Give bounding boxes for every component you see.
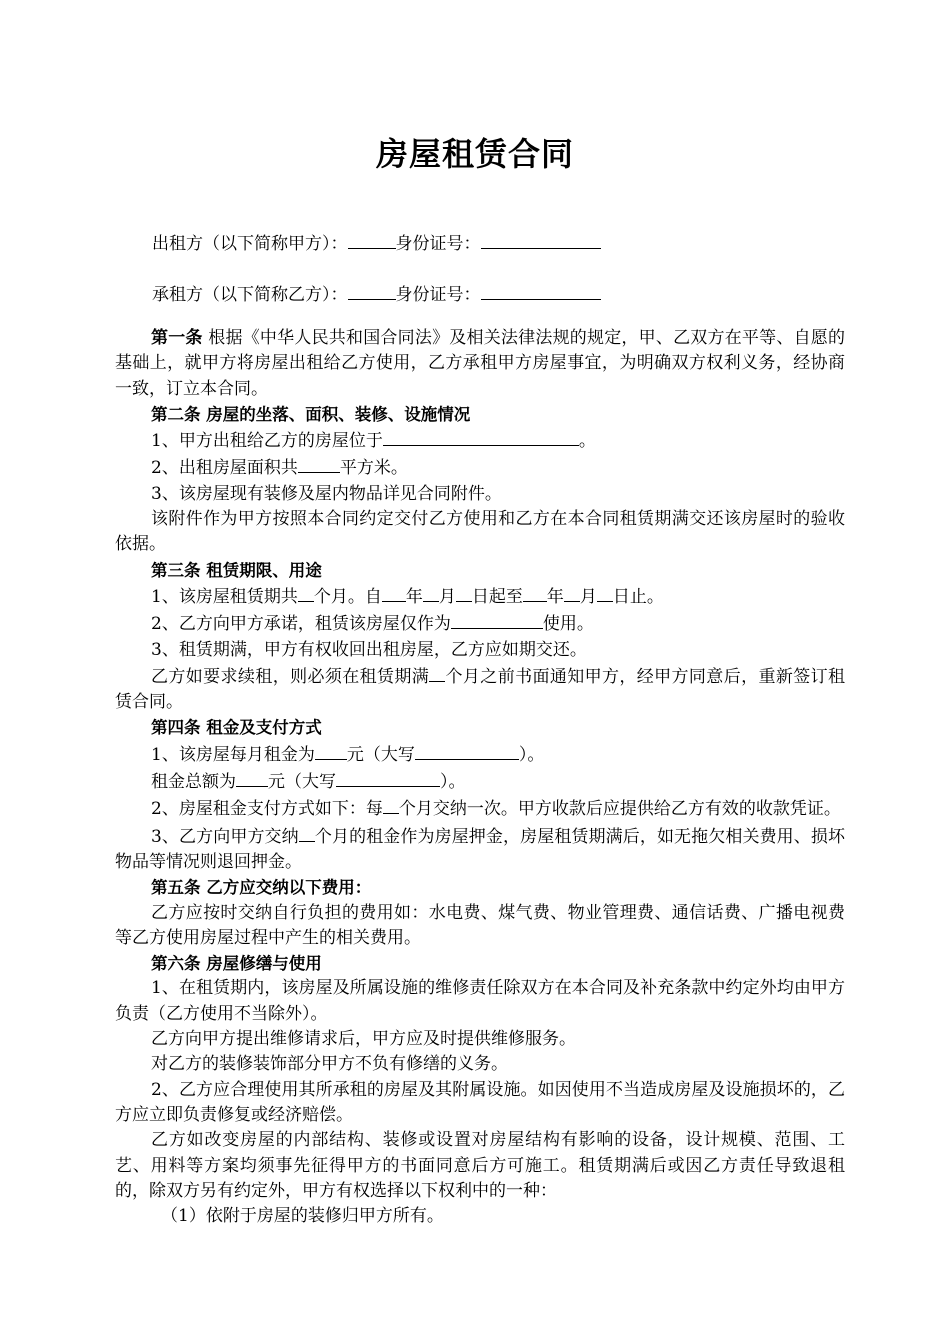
lessee-id-label: 身份证号： (395, 285, 481, 305)
usage-blank[interactable] (451, 610, 543, 629)
article-6-item-2: 乙方向甲方提出维修请求后，甲方应及时提供维修服务。 (151, 1029, 576, 1050)
article-2-item-2-end: 平方米。 (339, 458, 408, 479)
start-year-blank[interactable] (382, 583, 406, 602)
monthly-rent-end: ）。 (518, 744, 545, 765)
payment-end: 个月交纳一次。甲方收款后应提供给乙方有效的收款凭证。 (398, 799, 841, 820)
end-month-blank[interactable] (564, 583, 580, 602)
term-months-blank[interactable] (298, 583, 314, 602)
article-6-item-3: 对乙方的装修装饰部分甲方不负有修缮的义务。 (151, 1054, 508, 1075)
area-blank[interactable] (298, 454, 340, 473)
article-4-item-1 (115, 741, 845, 768)
article-1-text: 根据《中华人民共和国合同法》及相关法律法规的规定，甲、乙双方在平等、自愿的基础上，就甲方将房屋出租给乙方使用，乙方承租甲方房屋事宜，为明确双方权利义务，经协商一致，订立本合同。 (115, 328, 846, 399)
article-3-item-4 (115, 663, 845, 716)
article-5-item-1: 乙方应按时交纳自行负担的费用如：水电费、煤气费、物业管理费、通信话费、广播电视费等乙方使用房屋过程中产生的相关费用。 (115, 902, 845, 948)
payment-text: 2、房屋租金支付方式如下：每 (151, 799, 383, 820)
article-4-item-4 (115, 823, 845, 876)
term-text-1: 1、该房屋租赁期共 (151, 586, 298, 607)
term-text-4: 月 (438, 586, 456, 607)
monthly-rent-unit: 元（大写 (346, 744, 415, 765)
article-2-heading: 第二条 房屋的坐落、面积、装修、设施情况 (151, 404, 471, 424)
article-2-item-1-end: 。 (578, 431, 596, 452)
term-text-7: 月 (579, 586, 597, 607)
monthly-rent-blank[interactable] (315, 741, 347, 760)
term-text-2: 个月。自 (313, 586, 382, 607)
lessor-id-label: 身份证号： (395, 234, 481, 254)
article-2-item-2 (115, 454, 845, 481)
article-2-item-2-text: 2、出租房屋面积共 (151, 458, 298, 479)
payment-interval-blank[interactable] (383, 795, 399, 814)
lessor-name-blank[interactable] (348, 230, 396, 249)
total-rent-text: 租金总额为 (151, 772, 236, 793)
article-4-heading: 第四条 租金及支付方式 (151, 718, 322, 738)
article-3-item-2 (115, 610, 845, 637)
deposit-months-blank[interactable] (299, 823, 315, 842)
article-2-item-1 (115, 427, 845, 454)
contract-body (115, 326, 845, 1229)
article-6-heading: 第六条 房屋修缮与使用 (151, 954, 322, 974)
article-6-item-6: （1）依附于房屋的装修归甲方所有。 (161, 1206, 444, 1227)
address-blank[interactable] (383, 427, 579, 446)
article-3-item-2-end: 使用。 (542, 614, 594, 635)
article-2-item-4: 该附件作为甲方按照本合同约定交付乙方使用和乙方在本合同租赁期满交还该房屋时的验收依据。 (115, 509, 845, 555)
lessee-name-blank[interactable] (348, 281, 396, 300)
article-3-item-4-text: 乙方如要求续租，则必须在租赁期满 (151, 666, 430, 687)
article-6-item-5: 乙方如改变房屋的内部结构、装修或设置对房屋结构有影响的设备，设计规模、范围、工艺、用料等方案均须事先征得甲方的书面同意后方可施工。租赁期满后或因乙方责任导致退租的，除双方另有约定外，甲方有权选择以下权利中的一种： (115, 1130, 845, 1201)
article-6-item-1: 1、在租赁期内，该房屋及所属设施的维修责任除双方在本合同及补充条款中约定外均由甲方负责（乙方使用不当除外）。 (115, 978, 845, 1024)
total-rent-words-blank[interactable] (336, 768, 440, 787)
article-4-item-2 (115, 768, 845, 795)
article-2-item-1-text: 1、甲方出租给乙方的房屋位于 (151, 431, 383, 452)
article-3-item-1 (115, 583, 845, 610)
article-1-heading: 第一条 (151, 328, 203, 348)
deposit-text: 3、乙方向甲方交纳 (151, 826, 299, 847)
total-rent-unit: 元（大写 (268, 772, 336, 793)
article-1 (115, 326, 845, 402)
lessor-label: 出租方（以下简称甲方）： (152, 234, 348, 254)
document-title: 房屋租赁合同 (375, 135, 574, 173)
article-3-item-3: 3、租赁期满，甲方有权收回出租房屋，乙方应如期交还。 (151, 639, 587, 660)
article-3-item-2-text: 2、乙方向甲方承诺，租赁该房屋仅作为 (151, 614, 451, 635)
term-text-3: 年 (405, 586, 423, 607)
end-year-blank[interactable] (523, 583, 547, 602)
renewal-notice-blank[interactable] (429, 663, 445, 682)
start-day-blank[interactable] (456, 583, 472, 602)
article-6-item-4: 2、乙方应合理使用其所承租的房屋及其附属设施。如因使用不当造成房屋及设施损坏的，乙方应立即负责修复或经济赔偿。 (115, 1079, 845, 1125)
term-text-5: 日起至 (471, 586, 523, 607)
term-text-6: 年 (546, 586, 564, 607)
deposit-end: 个月的租金作为房屋押金，房屋租赁期满后，如无拖欠相关费用、损坏物品等情况则退回押金。 (115, 826, 845, 872)
lessee-label: 承租方（以下简称乙方）： (152, 285, 348, 305)
end-day-blank[interactable] (597, 583, 613, 602)
article-4-item-3 (115, 795, 845, 822)
lessor-id-blank[interactable] (481, 230, 601, 249)
lessee-line (152, 281, 601, 307)
lessee-id-blank[interactable] (481, 281, 601, 300)
total-rent-blank[interactable] (236, 768, 268, 787)
article-2-item-3: 3、该房屋现有装修及屋内物品详见合同附件。 (151, 483, 502, 504)
total-rent-end: ）。 (440, 772, 466, 793)
monthly-rent-text: 1、该房屋每月租金为 (151, 744, 315, 765)
article-3-heading: 第三条 租赁期限、用途 (151, 560, 322, 580)
monthly-rent-words-blank[interactable] (415, 741, 519, 760)
lessor-line (152, 230, 601, 256)
start-month-blank[interactable] (423, 583, 439, 602)
term-text-8: 日止。 (612, 586, 664, 607)
article-5-heading: 第五条 乙方应交纳以下费用： (151, 878, 372, 898)
article-3-item-4-end: 个月之前书面通知甲方，经甲方同意后，重新签订租赁合同。 (115, 666, 846, 713)
